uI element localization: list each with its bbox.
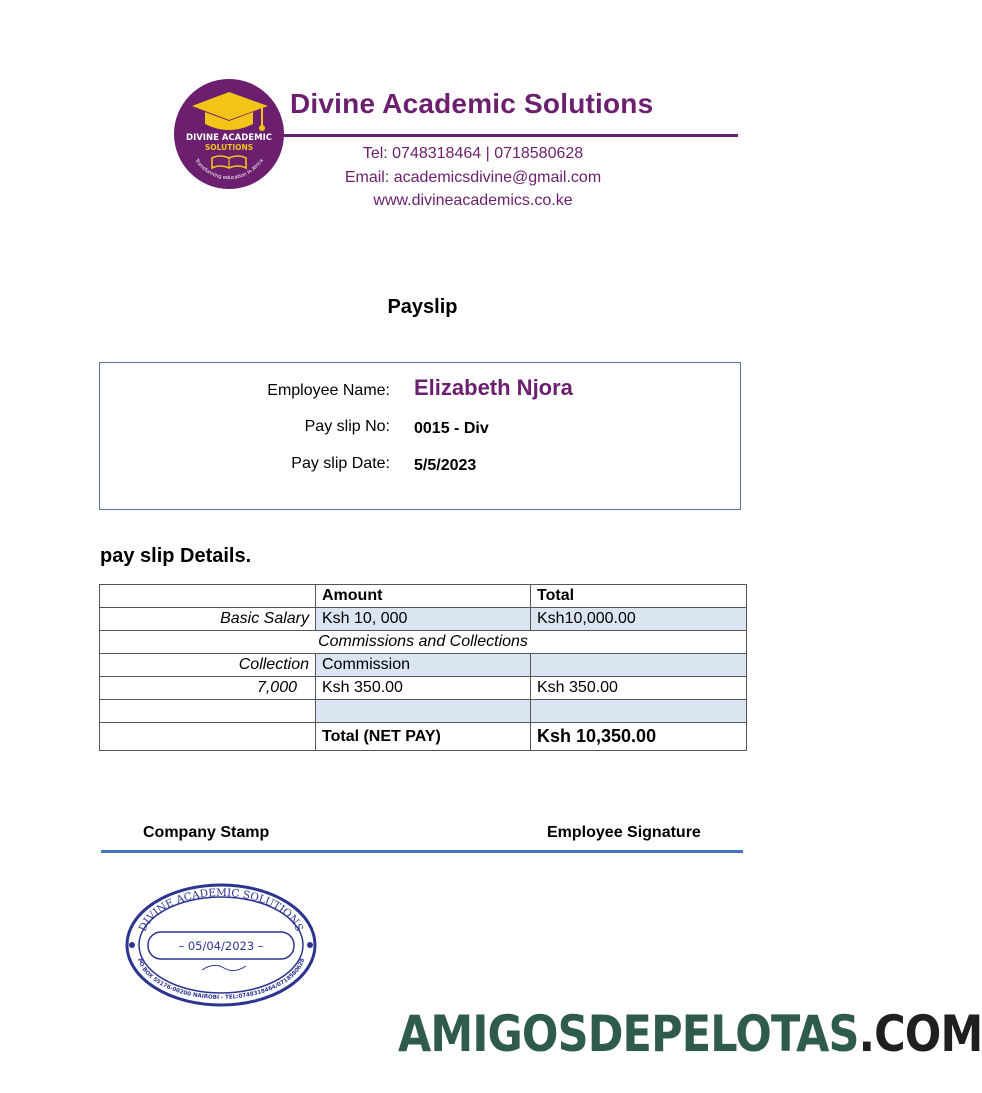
header-divider [282, 134, 738, 137]
stamp-signature-scribble [202, 965, 246, 970]
logo-text-line2: SOLUTIONS [204, 143, 254, 152]
empty-row [100, 700, 747, 723]
slip-date-label: Pay slip Date: [291, 455, 390, 472]
logo-tagline: Transforming education in Africa [193, 157, 265, 182]
company-website: www.divineacademics.co.ke [373, 192, 573, 209]
basic-salary-row [100, 608, 747, 631]
commission-label: Commission [316, 654, 531, 677]
commissions-section-label: Commissions and Collections [100, 631, 747, 654]
table-cell-empty [531, 654, 747, 677]
table-cell-empty [100, 700, 316, 723]
signature-divider [101, 850, 743, 853]
details-heading: pay slip Details. [100, 545, 252, 567]
table-cell-empty [531, 700, 747, 723]
company-stamp [124, 882, 318, 1008]
stamp-top-text: DIVINE ACADEMIC SOLUTIONS [136, 886, 306, 934]
table-cell-empty [316, 700, 531, 723]
table-cell-empty [100, 585, 316, 608]
net-pay-label: Total (NET PAY) [316, 723, 531, 751]
stamp-date: – 05/04/2023 – [178, 939, 264, 953]
net-pay-row [100, 723, 747, 751]
stamp-bottom-text: PO BOX 55176-00200 NAIROBI - TEL:0748318464/0718580628 [135, 957, 307, 1001]
company-phone: Tel: 0748318464 | 0718580628 [362, 145, 584, 162]
basic-salary-label: Basic Salary [100, 608, 316, 631]
slip-number-value: 0015 - Div [414, 420, 489, 437]
commission-amount: Ksh 350.00 [316, 677, 531, 700]
collection-header-row [100, 654, 747, 677]
page-title: Payslip [387, 296, 458, 318]
watermark-suffix: .COM [858, 1005, 982, 1063]
amount-header: Amount [316, 585, 531, 608]
watermark-main: AMIGOSDEPELOTAS [398, 1005, 859, 1063]
basic-salary-total: Ksh10,000.00 [531, 608, 747, 631]
employee-signature-label: Employee Signature [547, 824, 701, 841]
basic-salary-amount: Ksh 10, 000 [316, 608, 531, 631]
table-header-row [100, 585, 747, 608]
section-row [100, 631, 747, 654]
commission-row [100, 677, 747, 700]
payslip-table [99, 584, 747, 751]
commission-total: Ksh 350.00 [531, 677, 747, 700]
company-email: Email: academicsdivine@gmail.com [344, 169, 602, 186]
employee-name-value: Elizabeth Njora [414, 375, 573, 400]
collection-label: Collection [100, 654, 316, 677]
employee-name-label: Employee Name: [267, 382, 390, 399]
logo-text-line1: DIVINE ACADEMIC [186, 133, 272, 143]
total-header: Total [531, 585, 747, 608]
table-cell-empty [100, 723, 316, 751]
stamp-dot-left [129, 942, 135, 948]
slip-number-label: Pay slip No: [304, 418, 390, 435]
slip-date-value: 5/5/2023 [414, 457, 477, 474]
company-logo [172, 78, 286, 190]
company-name: Divine Academic Solutions [290, 88, 654, 119]
net-pay-value: Ksh 10,350.00 [531, 723, 747, 751]
company-stamp-label: Company Stamp [143, 824, 270, 841]
watermark [398, 1005, 982, 1063]
stamp-dot-right [307, 942, 313, 948]
collection-value: 7,000 [100, 677, 316, 700]
